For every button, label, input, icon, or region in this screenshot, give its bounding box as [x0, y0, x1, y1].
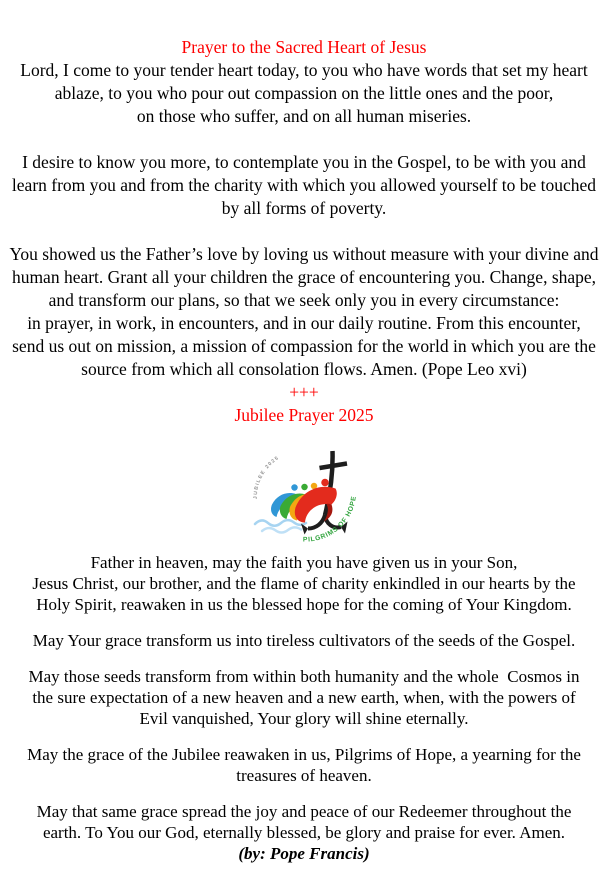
text-line: May those seeds transform from within both humanity and the whole Cosmos in [28, 667, 580, 686]
paragraph [0, 666, 608, 729]
jubilee-prayer-section [0, 552, 608, 864]
jubilee-2025-logo-image [244, 441, 364, 546]
text-line: You showed us the Father’s love by loving us without measure with your divine and [9, 244, 599, 264]
text-line: in prayer, in work, in encounters, and in our daily routine. From this encounter, [27, 313, 581, 333]
text-line: May the grace of the Jubilee reawaken in us, Pilgrims of Hope, a yearning for the [27, 745, 581, 764]
text-line: Jesus Christ, our brother, and the flame of charity enkindled in our hearts by the [32, 574, 576, 593]
text-line: on those who suffer, and on all human miseries. [136, 106, 472, 126]
logo-wave2-icon [262, 527, 301, 532]
logo-arc-top-text: JUBILEE 2025 [252, 454, 281, 500]
text-line: by all forms of poverty. [221, 198, 387, 218]
paragraph [0, 630, 608, 651]
text-line: May that same grace spread the joy and peace of our Redeemer throughout the [36, 802, 572, 821]
separator: +++ [289, 382, 319, 402]
paragraph [0, 243, 608, 381]
text-line: human heart. Grant all your children the grace of encountering you. Change, shape, [11, 267, 597, 287]
text-line: the sure expectation of a new heaven and a new earth, when, with the powers of [32, 688, 576, 707]
jubilee-prayer-title: Jubilee Prayer 2025 [234, 405, 374, 425]
text-line: I desire to know you more, to contemplate you in the Gospel, to be with you and [22, 152, 586, 172]
text-line: Lord, I come to your tender heart today, to you who have words that set my heart [20, 60, 588, 80]
text-line: and transform our plans, so that we seek only you in every circumstance: [48, 290, 560, 310]
text-line: ablaze, to you who pour out compassion on the little ones and the poor, [54, 83, 554, 103]
paragraph [0, 151, 608, 220]
text-line: earth. To You our God, eternally blessed, be glory and praise for ever. Amen. [42, 823, 566, 842]
text-line: Evil vanquished, Your glory will shine eternally. [139, 709, 469, 728]
paragraph [0, 59, 608, 128]
prayer-title: Prayer to the Sacred Heart of Jesus [181, 37, 427, 57]
sacred-heart-prayer-section [0, 36, 608, 427]
logo-wave-icon [255, 520, 306, 526]
text-line: learn from you and from the charity with which you allowed yourself to be touched [11, 175, 597, 195]
text-line: Father in heaven, may the faith you have given us in your Son, [90, 553, 518, 572]
text-line: source from which all consolation flows. Amen. (Pope Leo xvi) [81, 359, 527, 379]
text-line: Holy Spirit, reawaken in us the blessed hope for the coming of Your Kingdom. [36, 595, 572, 614]
text-line: send us out on mission, a mission of compassion for the world in which you are the [12, 336, 596, 356]
text-line: treasures of heaven. [236, 766, 372, 785]
paragraph [0, 801, 608, 843]
svg-text:JUBILEE 2025 [253, 455, 281, 499]
jubilee-prayer-body [0, 552, 608, 843]
logo-arc-bottom-text: PILGRIMS OF HOPE [302, 495, 358, 544]
jubilee-heading-block [0, 381, 608, 427]
text-line: May Your grace transform us into tireless cultivators of the seeds of the Gospel. [32, 631, 576, 650]
byline: (by: Pope Francis) [238, 844, 370, 863]
sacred-heart-prayer-body [0, 59, 608, 381]
paragraph [0, 552, 608, 615]
paragraph [0, 744, 608, 786]
jubilee-logo [0, 441, 608, 546]
